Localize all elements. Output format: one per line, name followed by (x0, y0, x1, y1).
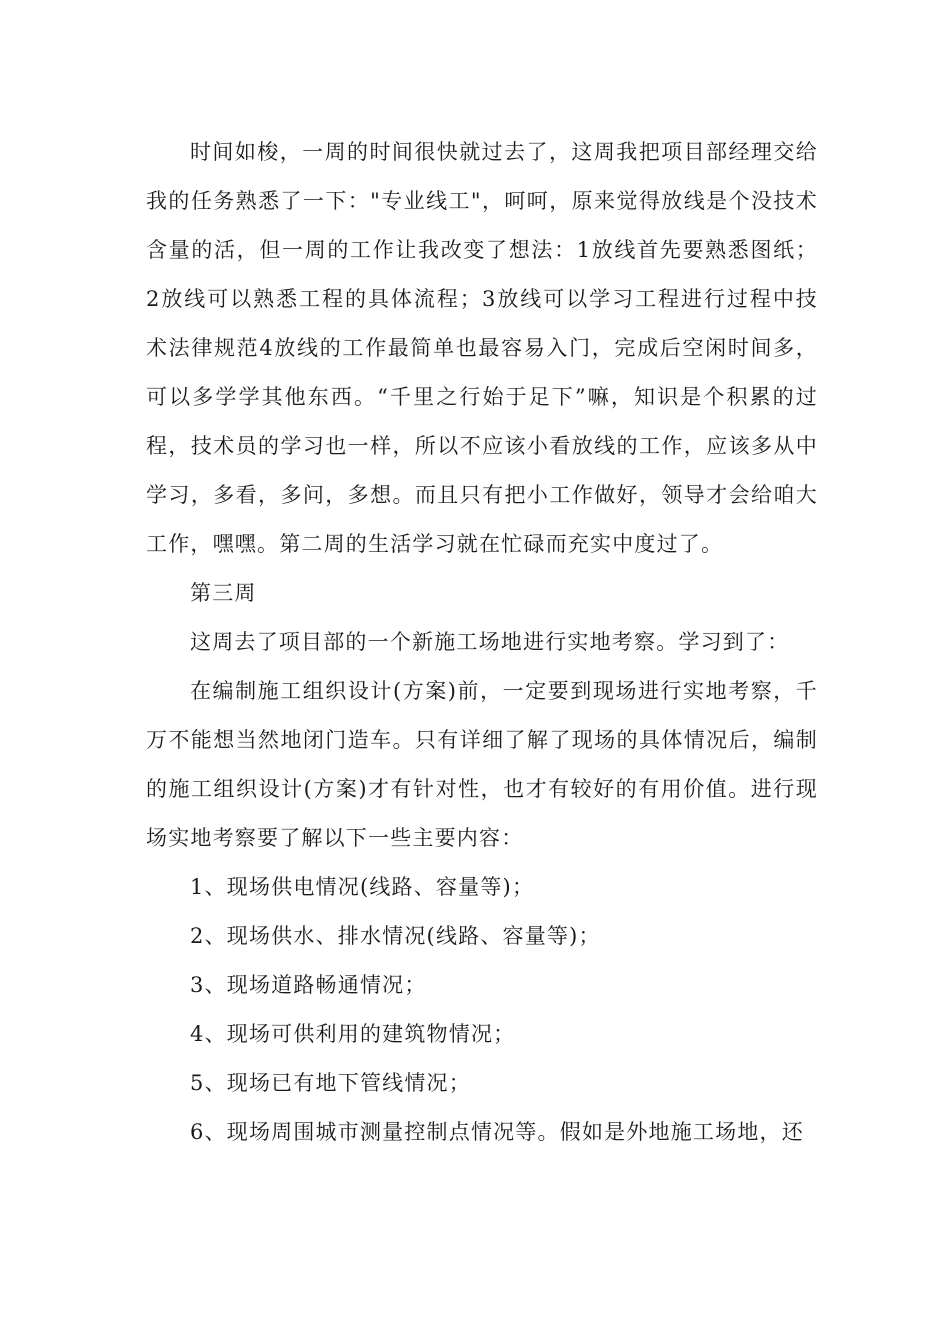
list-item: 6、现场周围城市测量控制点情况等。假如是外地施工场地，还 (190, 1120, 804, 1144)
paragraph-week-two-summary: 时间如梭，一周的时间很快就过去了，这周我把项目部经理交给我的任务熟悉了一下："专业线工"，呵呵，原来觉得放线是个没技术含量的活，但一周的工作让我改变了想法：1放线首先要熟悉图纸；2放线可以熟悉工程的具体流程；3放线可以学习工程进行过程中技术法律规范4放线的工作最简单也最容易入门，完成后空闲时间多，可以多学学其他东西。“千里之行始于足下”嘛，知识是个积累的过程，技术员的学习也一样，所以不应该小看放线的工作，应该多从中学习，多看，多问，多想。而且只有把小工作做好，领导才会给咱大工作，嘿嘿。第二周的生活学习就在忙碌而充实中度过了。 (146, 140, 818, 556)
list-item: 2、现场供水、排水情况(线路、容量等)； (190, 924, 601, 948)
paragraph-site-survey-importance: 在编制施工组织设计(方案)前，一定要到现场进行实地考察，千万不能想当然地闭门造车。只有详细了解了现场的具体情况后，编制的施工组织设计(方案)才有针对性，也才有较好的有用价值。进行现场实地考察要了解以下一些主要内容： (146, 679, 818, 850)
list-item: 3、现场道路畅通情况； (190, 973, 427, 997)
list-item: 4、现场可供利用的建筑物情况； (190, 1022, 516, 1046)
document-body (146, 128, 818, 1157)
list-item: 5、现场已有地下管线情况； (190, 1071, 471, 1095)
site-survey-checklist (146, 863, 818, 1157)
paragraph-site-visit: 这周去了项目部的一个新施工场地进行实地考察。学习到了： (190, 630, 790, 654)
list-item: 1、现场供电情况(线路、容量等)； (190, 875, 535, 899)
section-heading-week-three: 第三周 (190, 581, 257, 605)
